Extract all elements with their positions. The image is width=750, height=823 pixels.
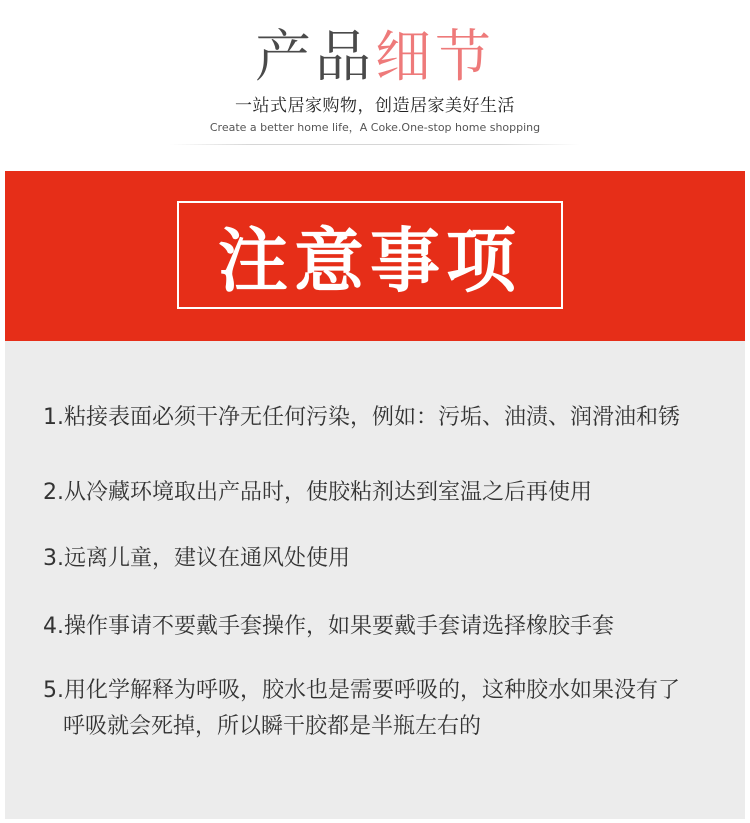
notice-banner-title: 注意事项 — [218, 219, 522, 302]
note-item-5-line-2: 呼吸就会死掉，所以瞬干胶都是半瓶左右的 — [63, 714, 482, 739]
tagline-chinese: 一站式居家购物，创造居家美好生活 — [235, 96, 515, 116]
notes-panel — [5, 341, 745, 819]
note-item-4: 4.操作事请不要戴手套操作，如果要戴手套请选择橡胶手套 — [43, 614, 614, 639]
note-item-1: 1.粘接表面必须干净无任何污染，例如：污垢、油渍、润滑油和锈 — [43, 405, 680, 430]
header-divider — [170, 144, 580, 145]
note-item-3: 3.远离儿童，建议在通风处使用 — [43, 546, 350, 571]
notice-banner-frame — [177, 201, 563, 309]
page-title-part2: 细节 — [375, 25, 495, 90]
page-title — [0, 26, 750, 90]
note-item-2: 2.从冷藏环境取出产品时，使胶粘剂达到室温之后再使用 — [43, 480, 592, 505]
tagline-english: Create a better home life，A Coke.One-stop home shopping — [209, 121, 541, 134]
page-title-part1: 产品 — [255, 25, 375, 90]
note-item-5-line-1: 5.用化学解释为呼吸，胶水也是需要呼吸的，这种胶水如果没有了 — [43, 678, 680, 703]
notice-banner — [5, 171, 745, 341]
page-header — [0, 0, 750, 171]
